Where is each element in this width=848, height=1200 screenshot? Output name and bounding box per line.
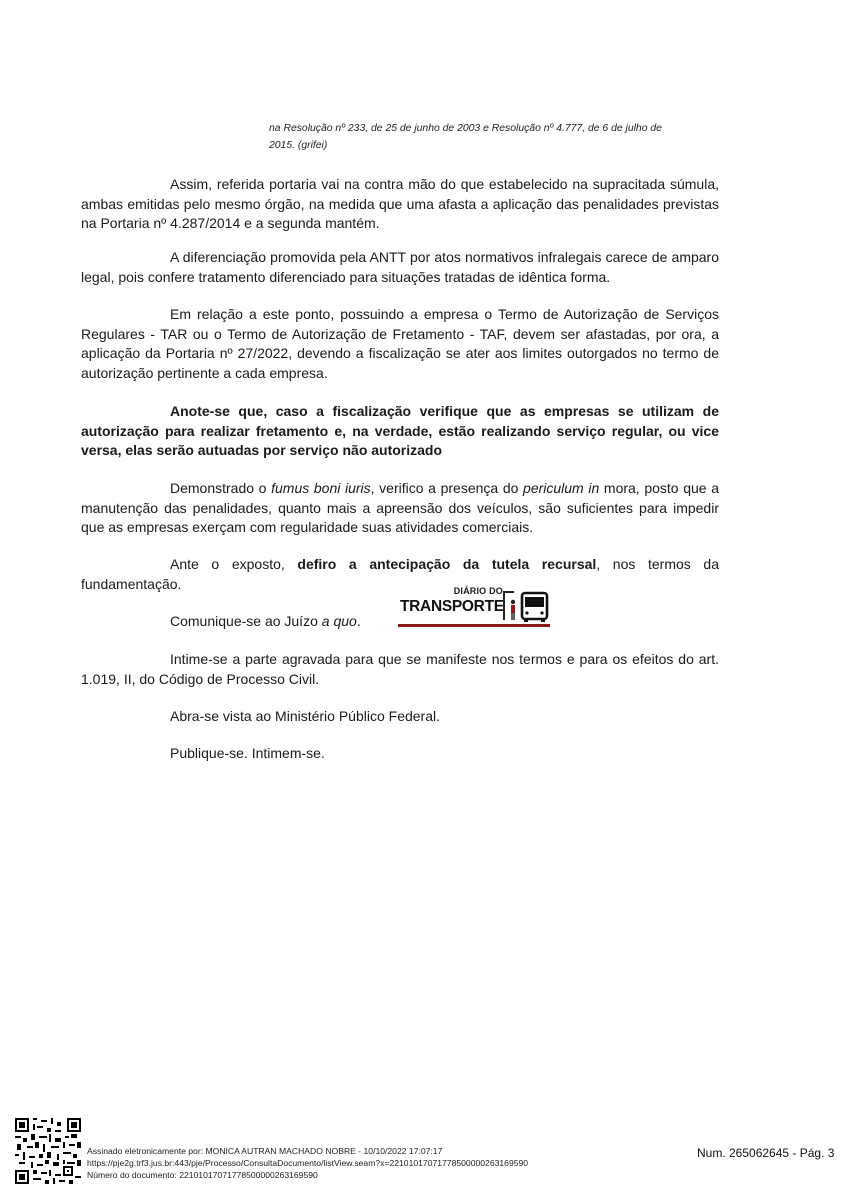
p7-italic-aquo: a quo: [321, 613, 357, 629]
paragraph-9: Abra-se vista ao Ministério Público Federal.: [170, 708, 441, 724]
logo-underline: [398, 624, 550, 627]
signature-footer: [0, 1110, 848, 1200]
p7-text-a: Comunique-se ao Juízo: [170, 613, 322, 629]
qr-code-icon[interactable]: [15, 1118, 81, 1184]
logo-main-text: TRANSPORTE: [400, 598, 504, 615]
quote-line-2: 2015. (grifei): [269, 140, 328, 151]
p7-text-c: .: [356, 613, 361, 629]
paragraph-10: Publique-se. Intimem-se.: [170, 745, 325, 761]
document-url-link[interactable]: https://pje2g.trf3.jus.br:443/pje/Processo/ConsultaDocumento/listView.seam?x=22101017071778500000263169590: [87, 1158, 529, 1169]
paragraph-2: A diferenciação promovida pela ANTT por atos normativos infralegais carece de amparo legal, pois confere tratamento diferenciado para situações tratadas de idêntica forma.: [81, 249, 719, 285]
p5-text-e: mora, posto que a manutenção das penalidades, quanto mais a apreensão dos veículos, são suficientes para impedir que as empresas exerçam com regularidade suas atividades comerciais.: [81, 480, 719, 535]
p5-italic-periculum: periculum in: [523, 480, 600, 496]
page-reference: Num. 265062645 - Pág. 3: [697, 1146, 835, 1160]
paragraph-4-bold: Anote-se que, caso a fiscalização verifique que as empresas se utilizam de autorização para realizar fretamento e, na verdade, estão realizando serviço regular, ou vice versa, elas serão autuadas por serviço não autorizado: [81, 403, 719, 458]
diario-do-transporte-logo: [398, 586, 553, 628]
p5-text-a: Demonstrado o: [170, 480, 272, 496]
paragraph-5: [81, 479, 719, 538]
signature-info: [87, 1145, 528, 1182]
p5-italic-fumus: fumus boni iuris: [271, 480, 371, 496]
quote-line-1: na Resolução nº 233, de 25 de junho de 2003 e Resolução nº 4.777, de 6 de julho de: [269, 123, 662, 134]
document-number: Número do documento: 22101017071778500000263169590: [87, 1170, 318, 1181]
logo-top-text: DIÁRIO DO: [453, 586, 503, 596]
bus-stop-icon: [502, 588, 552, 624]
block-quote: [269, 120, 719, 154]
p6-text-c: , nos termos da fundamentação.: [81, 556, 719, 592]
signed-by: Assinado eletronicamente por: MONICA AUTRAN MACHADO NOBRE - 10/10/2022 17:07:17: [87, 1146, 443, 1156]
paragraph-3: Em relação a este ponto, possuindo a empresa o Termo de Autorização de Serviços Regulares - TAR ou o Termo de Autorização de Fretamento - TAF, devem ser afastadas, por ora, a aplicação da Portaria nº 27/2022, devendo a fiscalização se ater aos limites outorgados no termo de autorização pertinente a cada empresa.: [81, 306, 719, 381]
p5-text-c: , verifico a presença do: [370, 480, 524, 496]
paragraph-7: [170, 612, 361, 632]
p6-text-a: Ante o exposto,: [170, 556, 298, 572]
p6-bold-decision: defiro a antecipação da tutela recursal: [297, 556, 597, 572]
paragraph-1: Assim, referida portaria vai na contra mão do que estabelecido na supracitada súmula, ambas emitidas pelo mesmo órgão, na medida que uma afasta a aplicação das penalidades previstas na Portaria nº 4.287/2014 e a segunda mantém.: [81, 176, 719, 231]
paragraph-8: Intime-se a parte agravada para que se manifeste nos termos e para os efeitos do art. 1.019, II, do Código de Processo Civil.: [81, 651, 719, 687]
